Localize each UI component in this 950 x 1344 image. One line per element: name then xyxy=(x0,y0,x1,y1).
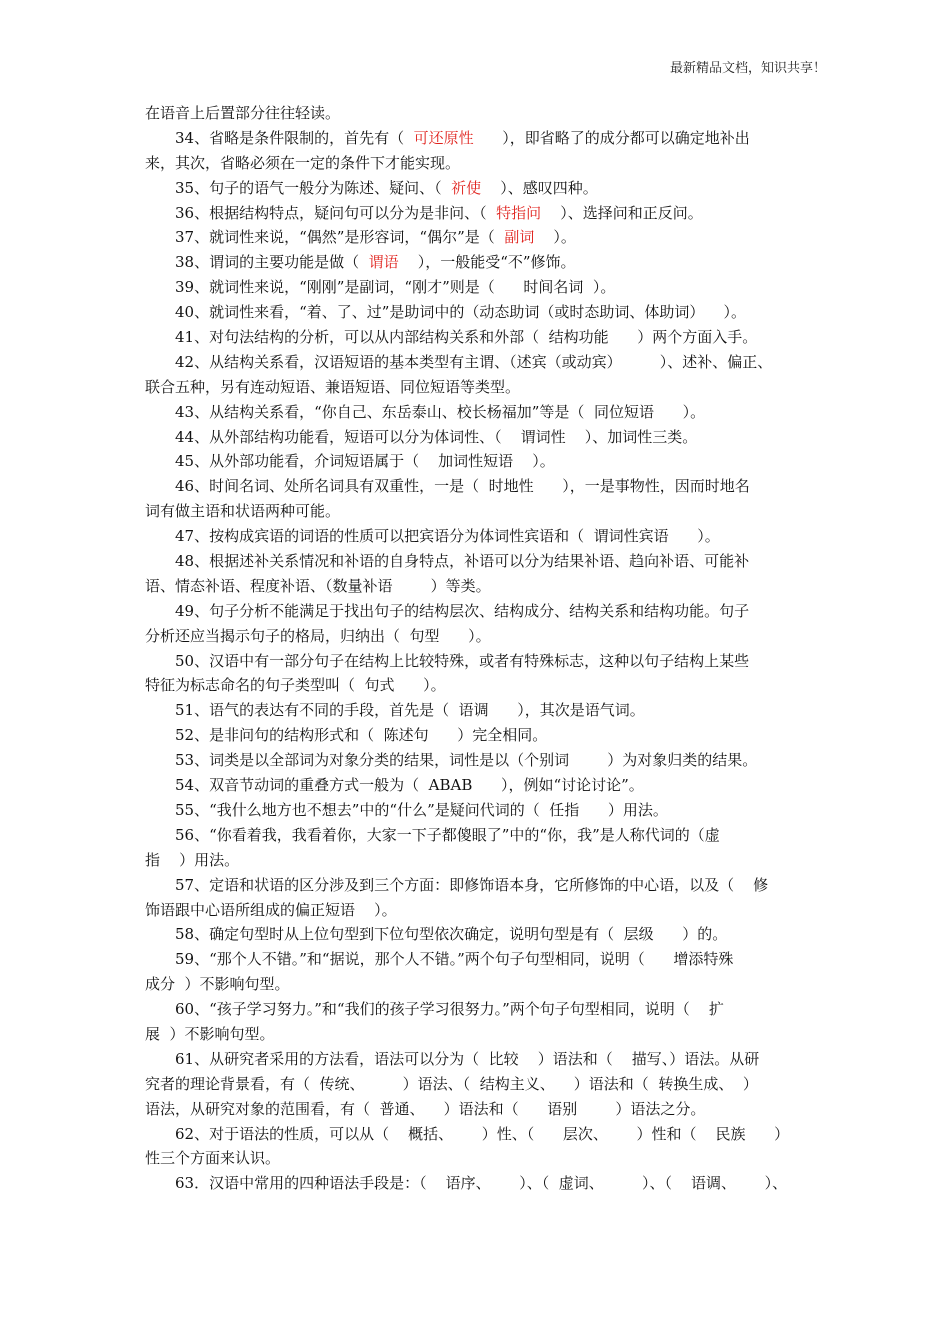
text-segment: 63．汉语中常用的四种语法手段是：（ 语序、 ）、（ 虚词、 ）、（ 语调、 ）、 xyxy=(175,1174,788,1193)
text-line xyxy=(145,997,813,1022)
text-line xyxy=(145,848,813,873)
text-line xyxy=(145,126,813,151)
text-line xyxy=(145,474,813,499)
text-line xyxy=(145,524,813,549)
text-segment: 联合五种，另有连动短语、兼语短语、同位短语等类型。 xyxy=(145,377,521,396)
text-segment: 62、对于语法的性质，可以从（ 概括、 ）性、（ 层次、 ）性和（ 民族 ） xyxy=(175,1124,790,1143)
text-segment: 展 ）不影响句型。 xyxy=(145,1024,275,1043)
text-line xyxy=(145,176,813,201)
text-line xyxy=(145,101,813,126)
text-line xyxy=(145,574,813,599)
text-line xyxy=(145,599,813,624)
answer-highlight: 谓语 xyxy=(368,253,399,272)
text-segment: 语法，从研究对象的范围看，有（ 普通、 ）语法和（ 语别 ）语法之分。 xyxy=(145,1099,706,1118)
text-segment: 51、语气的表达有不同的手段，首先是（ 语调 ），其次是语气词。 xyxy=(175,701,645,720)
text-segment: 语、情态补语、程度补语、（数量补语 ）等类。 xyxy=(145,576,491,595)
text-segment: 指 ）用法。 xyxy=(145,850,240,869)
text-line xyxy=(145,723,813,748)
text-segment: 39、就词性来说，“刚刚”是副词，“刚才”则是（ 时间名词 ）。 xyxy=(175,278,616,297)
text-segment: ）、选择问和正反问。 xyxy=(541,203,703,222)
text-segment: 48、根据述补关系情况和补语的自身特点，补语可以分为结果补语、趋向补语、可能补 xyxy=(175,552,750,571)
text-line xyxy=(145,947,813,972)
answer-highlight: 特指问 xyxy=(496,203,542,222)
text-line xyxy=(145,773,813,798)
text-line xyxy=(145,898,813,923)
text-line xyxy=(145,1022,813,1047)
text-line xyxy=(145,1072,813,1097)
text-segment: 50、汉语中有一部分句子在结构上比较特殊，或者有特殊标志，这种以句子结构上某些 xyxy=(175,651,750,670)
text-segment: 55、“我什么地方也不想去”中的“什么”是疑问代词的（ 任指 ）用法。 xyxy=(175,800,668,819)
text-segment: 60、“孩子学习努力。”和“我们的孩子学习很努力。”两个句子句型相同，说明（ 扩 xyxy=(175,1000,724,1019)
text-segment: 36、根据结构特点，疑问句可以分为是非问、（ xyxy=(175,203,497,222)
text-segment: 词有做主语和状语两种可能。 xyxy=(145,502,341,521)
answer-highlight: 可还原性 xyxy=(413,128,474,147)
text-segment: 47、按构成宾语的词语的性质可以把宾语分为体词性宾语和（ 谓词性宾语 ）。 xyxy=(175,527,720,546)
text-segment: 54、双音节动词的重叠方式一般为（ ABAB ），例如“讨论讨论”。 xyxy=(175,776,644,795)
text-line xyxy=(145,1171,813,1196)
text-line xyxy=(145,873,813,898)
text-line xyxy=(145,499,813,524)
text-segment: 56、“你看着我，我看着你，大家一下子都傻眼了”中的“你，我”是人称代词的（虚 xyxy=(175,825,720,844)
text-segment: 43、从结构关系看，“你自己、东岳泰山、校长杨福加”等是（ 同位短语 ）。 xyxy=(175,402,706,421)
document-body xyxy=(145,101,813,1196)
text-segment: ）、感叹四种。 xyxy=(481,178,598,197)
text-line xyxy=(145,300,813,325)
text-segment: 性三个方面来认识。 xyxy=(145,1149,281,1168)
text-segment: 分析还应当揭示句子的格局，归纳出（ 句型 ）。 xyxy=(145,626,491,645)
text-segment: 45、从外部功能看，介词短语属于（ 加词性短语 ）。 xyxy=(175,452,555,471)
answer-highlight: 副词 xyxy=(504,228,535,247)
text-segment: 53、词类是以全部词为对象分类的结果，词性是以（个别词 ）为对象归类的结果。 xyxy=(175,751,758,770)
text-line xyxy=(145,250,813,275)
text-segment: 61、从研究者采用的方法看，语法可以分为（ 比较 ）语法和（ 描写、）语法。从研 xyxy=(175,1049,760,1068)
text-segment: 特征为标志命名的句子类型叫（ 句式 ）。 xyxy=(145,676,446,695)
text-line xyxy=(145,275,813,300)
page-header: 最新精品文档，知识共享！ xyxy=(669,61,826,76)
text-line xyxy=(145,151,813,176)
text-line xyxy=(145,375,813,400)
text-line xyxy=(145,698,813,723)
text-segment: 在语音上后置部分往往轻读。 xyxy=(145,104,341,122)
text-line xyxy=(145,624,813,649)
text-segment: 究者的理论背景看，有（ 传统、 ）语法、（ 结构主义、 ）语法和（ 转换生成、 ） xyxy=(145,1074,758,1093)
text-line xyxy=(145,748,813,773)
text-segment: 40、就词性来看，“着、了、过”是助词中的（动态助词（或时态助词、体助词） ）。 xyxy=(175,303,746,322)
answer-highlight: 祈使 xyxy=(451,178,482,197)
text-segment: 37、就词性来说，“偶然”是形容词，“偶尔”是（ xyxy=(175,228,505,247)
text-segment: ），即省略了的成分都可以确定地补出 xyxy=(473,128,750,147)
text-line xyxy=(145,673,813,698)
text-line xyxy=(145,425,813,450)
text-line xyxy=(145,225,813,250)
text-line xyxy=(145,798,813,823)
text-line xyxy=(145,1097,813,1122)
text-segment: ）。 xyxy=(534,228,576,247)
text-line xyxy=(145,922,813,947)
text-line xyxy=(145,972,813,997)
text-line xyxy=(145,400,813,425)
text-segment: 58、确定句型时从上位句型到下位句型依次确定，说明句型是有（ 层级 ）的。 xyxy=(175,925,728,944)
text-line xyxy=(145,1146,813,1171)
text-segment: 34、省略是条件限制的，首先有（ xyxy=(175,128,414,147)
text-segment: 41、对句法结构的分析，可以从内部结构关系和外部（ 结构功能 ）两个方面入手。 xyxy=(175,328,758,347)
text-segment: 38、谓词的主要功能是做（ xyxy=(175,253,369,272)
text-line xyxy=(145,201,813,226)
text-segment: 52、是非问句的结构形式和（ 陈述句 ）完全相同。 xyxy=(175,726,548,745)
text-line xyxy=(145,1122,813,1147)
text-line xyxy=(145,1047,813,1072)
text-line xyxy=(145,449,813,474)
text-segment: 46、时间名词、处所名词具有双重性，一是（ 时地性 ），一是事物性，因而时地名 xyxy=(175,477,750,496)
text-segment: 饰语跟中心语所组成的偏正短语 ）。 xyxy=(145,900,397,919)
text-line xyxy=(145,649,813,674)
text-line xyxy=(145,350,813,375)
text-line xyxy=(145,549,813,574)
text-segment: 来，其次，省略必须在一定的条件下才能实现。 xyxy=(145,153,461,172)
text-line xyxy=(145,325,813,350)
text-segment: ），一般能受“不”修饰。 xyxy=(398,253,576,272)
text-segment: 49、句子分析不能满足于找出句子的结构层次、结构成分、结构关系和结构功能。句子 xyxy=(175,601,750,620)
text-segment: 42、从结构关系看，汉语短语的基本类型有主谓、（述宾（或动宾） ）、述补、偏正、 xyxy=(175,352,773,371)
text-segment: 44、从外部结构功能看，短语可以分为体词性、（ 谓词性 ）、加词性三类。 xyxy=(175,427,698,446)
text-segment: 成分 ）不影响句型。 xyxy=(145,975,290,994)
text-segment: 59、“那个人不错。”和“据说，那个人不错。”两个句子句型相同，说明（ 增添特殊 xyxy=(175,950,734,969)
text-line xyxy=(145,823,813,848)
text-segment: 35、句子的语气一般分为陈述、疑问、（ xyxy=(175,178,452,197)
text-segment: 57、定语和状语的区分涉及到三个方面：即修饰语本身，它所修饰的中心语，以及（ 修 xyxy=(175,875,769,894)
